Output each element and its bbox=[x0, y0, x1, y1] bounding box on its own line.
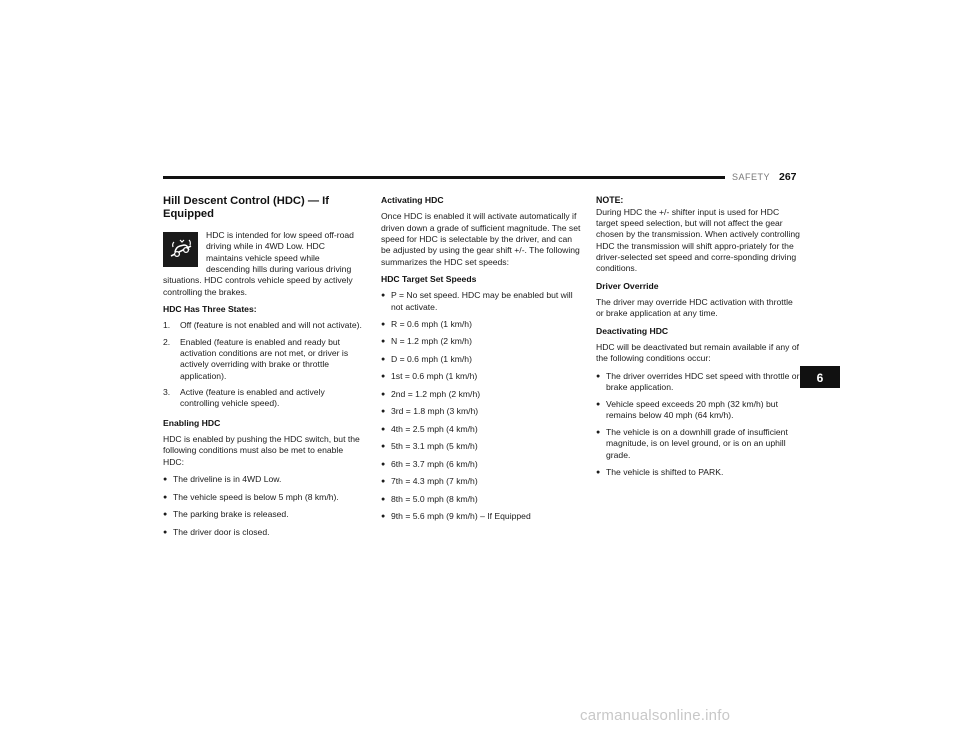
deactivating-paragraph: HDC will be deactivated but remain available if any of the following conditions occur: bbox=[596, 342, 800, 364]
list-item: ● 7th = 4.3 mph (7 km/h) bbox=[381, 476, 478, 487]
bullet-dot-icon: ● bbox=[381, 390, 386, 398]
bullet-dot-icon: ● bbox=[381, 292, 386, 300]
list-item: ● N = 1.2 mph (2 km/h) bbox=[381, 336, 472, 347]
section-title: Hill Descent Control (HDC) — If Equipped bbox=[163, 195, 329, 221]
column-1 bbox=[163, 195, 363, 546]
list-item: ● The vehicle is on a downhill grade of insufficient magnitude, is on level ground, or is on an uphill grade. bbox=[596, 427, 788, 460]
bullet-dot-icon: ● bbox=[381, 338, 386, 346]
header-section-title: SAFETY bbox=[732, 172, 771, 182]
bullet-dot-icon: ● bbox=[163, 493, 168, 501]
list-item: ● 5th = 3.1 mph (5 km/h) bbox=[381, 441, 478, 452]
list-item: ● Vehicle speed exceeds 20 mph (32 km/h) but remains below 40 mph (64 km/h). bbox=[596, 398, 778, 421]
deactivating-conditions-list bbox=[596, 371, 800, 479]
hdc-vehicle-on-slope-icon bbox=[163, 232, 198, 267]
bullet-dot-icon: ● bbox=[596, 468, 601, 476]
list-item: ● The vehicle is shifted to PARK. bbox=[596, 466, 724, 477]
bullet-dot-icon: ● bbox=[163, 511, 168, 519]
list-item: ● 2nd = 1.2 mph (2 km/h) bbox=[381, 388, 481, 399]
bullet-dot-icon: ● bbox=[163, 528, 168, 536]
list-item: ● P = No set speed. HDC may be enabled but will not activate. bbox=[381, 290, 573, 312]
list-item: ● 9th = 5.6 mph (9 km/h) – If Equipped bbox=[381, 511, 531, 522]
list-item: ● 3rd = 1.8 mph (3 km/h) bbox=[381, 406, 479, 417]
column-3 bbox=[596, 195, 800, 486]
page-number: 267 bbox=[779, 171, 797, 183]
bullet-dot-icon: ● bbox=[381, 373, 386, 381]
bullet-dot-icon: ● bbox=[381, 355, 386, 363]
list-item: ● 8th = 5.0 mph (8 km/h) bbox=[381, 493, 478, 504]
bullet-dot-icon: ● bbox=[381, 408, 386, 416]
override-heading: Driver Override bbox=[596, 280, 659, 291]
list-item: ● 6th = 3.7 mph (6 km/h) bbox=[381, 458, 478, 469]
bullet-dot-icon: ● bbox=[596, 429, 601, 437]
header-rule bbox=[163, 176, 725, 179]
bullet-dot-icon: ● bbox=[381, 443, 386, 451]
watermark-link[interactable]: carmanualsonline.info bbox=[580, 707, 731, 724]
speeds-list bbox=[381, 290, 581, 523]
list-item: ● 1st = 0.6 mph (1 km/h) bbox=[381, 371, 478, 382]
list-item: ● D = 0.6 mph (1 km/h) bbox=[381, 353, 472, 364]
bullet-dot-icon: ● bbox=[381, 460, 386, 468]
deactivating-heading: Deactivating HDC bbox=[596, 325, 669, 336]
override-paragraph: The driver may override HDC activation with throttle or brake application at any time. bbox=[596, 297, 793, 319]
list-item: ● The driveline is in 4WD Low. bbox=[163, 474, 282, 485]
bullet-dot-icon: ● bbox=[381, 495, 386, 503]
list-item: ● The vehicle speed is below 5 mph (8 km/h). bbox=[163, 491, 339, 502]
list-item: 2. Enabled (feature is enabled and ready but activation conditions are not met, or driver is actively overriding with brake or throttle application). bbox=[163, 336, 349, 381]
bullet-dot-icon: ● bbox=[596, 400, 601, 408]
activating-paragraph: Once HDC is enabled it will activate automatically if driven down a grade of sufficient magnitude. The set speed for HDC is selectable by the driver, and can be adjusted by using the gear shift +/-. The following summarizes the HDC set speeds: bbox=[381, 211, 581, 267]
list-item: ● The driver door is closed. bbox=[163, 526, 270, 537]
note-label: NOTE: bbox=[596, 195, 624, 205]
list-item: ● R = 0.6 mph (1 km/h) bbox=[381, 318, 472, 329]
bullet-dot-icon: ● bbox=[381, 425, 386, 433]
note-paragraph: During HDC the +/- shifter input is used for HDC target speed selection, but will not affect the gear chosen by the transmission. When actively controlling HDC the transmission will shift appro-priately for the driver-selected set speed and corre-sponding driving conditions. bbox=[596, 206, 800, 274]
enabling-paragraph: HDC is enabled by pushing the HDC switch, but the following conditions must also be met to enable HDC: bbox=[163, 434, 360, 467]
states-heading: HDC Has Three States: bbox=[163, 303, 257, 314]
chapter-tab: 6 bbox=[800, 366, 840, 388]
intro-paragraph: HDC is intended for low speed off-road driving while in 4WD Low. HDC maintains vehicle speed while descending hills during various driving situations. HDC controls vehicle speed by actively controlling the brakes. bbox=[163, 229, 354, 297]
bullet-dot-icon: ● bbox=[381, 478, 386, 486]
list-item: ● The parking brake is released. bbox=[163, 509, 289, 520]
states-list bbox=[163, 320, 363, 409]
bullet-dot-icon: ● bbox=[596, 372, 601, 380]
bullet-dot-icon: ● bbox=[381, 320, 386, 328]
list-item: 1. Off (feature is not enabled and will not activate). bbox=[163, 320, 362, 331]
list-item: 3. Active (feature is enabled and actively controlling vehicle speed). bbox=[163, 387, 325, 409]
column-2 bbox=[381, 195, 581, 530]
bullet-dot-icon: ● bbox=[381, 513, 386, 521]
speeds-heading: HDC Target Set Speeds bbox=[381, 274, 477, 285]
enabling-heading: Enabling HDC bbox=[163, 417, 221, 428]
enabling-conditions-list bbox=[163, 474, 363, 539]
list-item: ● The driver overrides HDC set speed with throttle or brake application. bbox=[596, 370, 800, 393]
list-item: ● 4th = 2.5 mph (4 km/h) bbox=[381, 423, 478, 434]
activating-heading: Activating HDC bbox=[381, 195, 444, 205]
bullet-dot-icon: ● bbox=[163, 476, 168, 484]
